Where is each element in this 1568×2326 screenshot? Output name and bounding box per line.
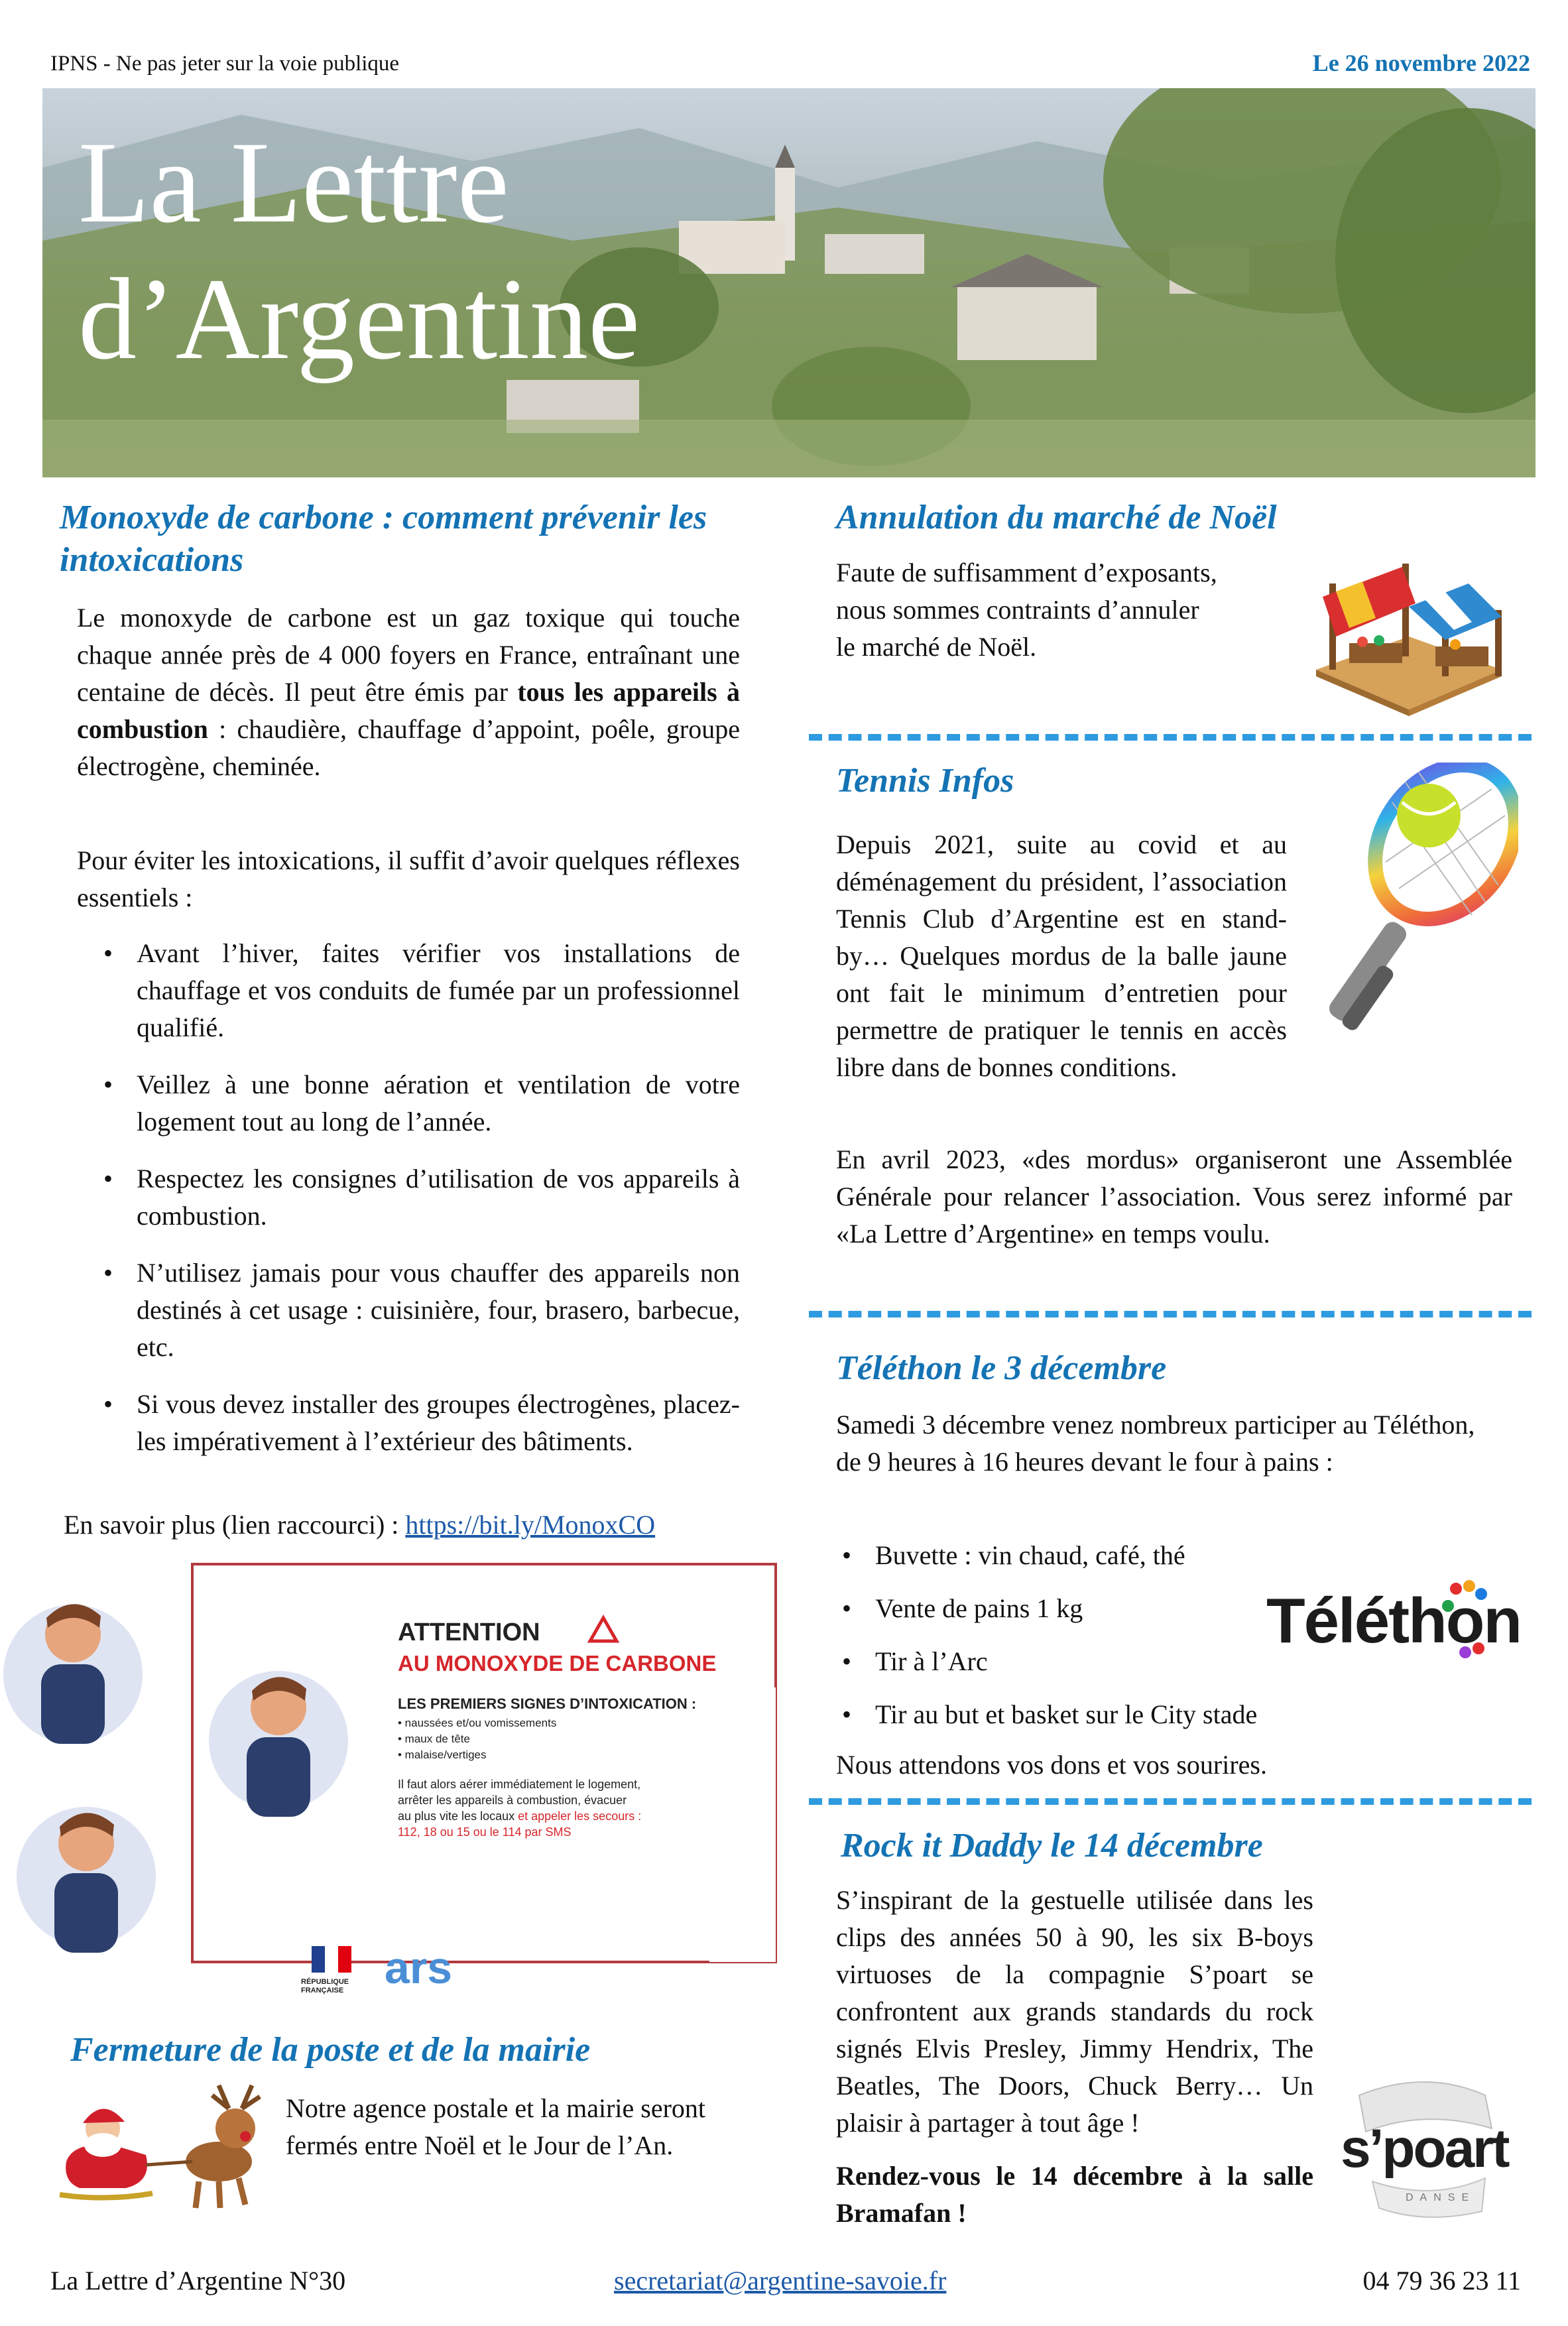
poster-advice-2: arrêter les appareils à combustion, évacuer [398, 1794, 627, 1807]
monoxyde-p1-end: : chaudière, chauffage d’appoint, poêle, groupe électrogène, cheminée. [77, 714, 740, 781]
poster-advice-1: Il faut alors aérer immédiatement le logement, [398, 1778, 641, 1791]
list-item: • Tir à l’Arc [815, 1643, 1280, 1680]
monoxyde-p1-start: Le monoxyde de carbone est un gaz toxique qui touche chaque année près de 4 000 foyers en France, entraînant une centaine de décès. Il peut être émis par [77, 603, 740, 707]
marche-line-3: le marché de Noël. [836, 632, 1037, 662]
marche-heading: Annulation du marché de Noël [836, 499, 1277, 536]
telethon-logo [1266, 1565, 1525, 1678]
rock-text: S’inspirant de la gestuelle utilisée dans les clips des années 50 à 90, les six B-boys virtuoses de la compagnie S’poart se confrontent aux grands standards du rock signés Elvis Presley, Jimmy Hendrix, The Beatles, The Doors, Chuck Berry… Un plaisir à partager à tout âge ! [836, 1885, 1313, 2138]
telethon-logo-text: Téléthon [1266, 1585, 1521, 1656]
tennis-heading: Tennis Infos [836, 762, 1014, 800]
list-item: • Si vous devez installer des groupes électrogènes, placez-les impérativement à l’extérieur des bâtiments. [77, 1386, 740, 1460]
rock-rendezvous [836, 2158, 1313, 2232]
poster-sign-1: • naussées et/ou vomissements [398, 1717, 557, 1729]
tennis-paragraph-2: En avril 2023, «des mordus» organiseront une Assemblée Générale pour relancer l’association. Vous serez informé par «La Lettre d’Argentine» en temps voulu. [836, 1144, 1512, 1249]
poster-advice-4: 112, 18 ou 15 ou le 114 par SMS [398, 1825, 572, 1839]
monoxyde-p1-bold: tous les appareils à combustion [77, 677, 740, 744]
tennis-p1-text: Depuis 2021, suite au covid et au déménagement du président, l’association Tennis Club d’Argentine est en stand-by… Quelques mordus de la balle jaune ont fait le minimum d’entretien pour permettre de pratiquer le tennis en accès libre dans de bonnes conditions. [836, 829, 1287, 1082]
list-item: • Buvette : vin chaud, café, thé [815, 1537, 1280, 1574]
poster-attention-title: ATTENTION [398, 1619, 540, 1646]
footer-email-link[interactable]: secretariat@argentine-savoie.fr [614, 2266, 947, 2295]
poste-heading: Fermeture de la poste et de la mairie [70, 2031, 591, 2069]
list-item: • Avant l’hiver, faites vérifier vos installations de chauffage et vos conduits de fumée par un professionnel qualifié. [77, 935, 740, 1046]
list-item: • N’utilisez jamais pour vous chauffer des appareils non destinés à cet usage : cuisinière, four, brasero, barbecue, etc. [77, 1255, 740, 1366]
rock-heading: Rock it Daddy le 14 décembre [841, 1827, 1263, 1865]
tennis-p1-narrow [1287, 826, 1512, 1049]
market-stall-illustration [1303, 544, 1515, 716]
list-item: • Respectez les consignes d’utilisation de vos appareils à combustion. [77, 1160, 740, 1235]
marche-line-2: nous sommes contraints d’annuler [836, 595, 1199, 625]
poster-subtitle: AU MONOXYDE DE CARBONE [398, 1651, 717, 1676]
footer-phone: 04 79 36 23 11 [1362, 2266, 1521, 2295]
ars-logo: ars [385, 1943, 453, 1993]
telethon-intro: Samedi 3 décembre venez nombreux participer au Téléthon, de 9 heures à 16 heures devant le four à pains : [836, 1410, 1475, 1477]
footer-issue: La Lettre d’Argentine N°30 [50, 2266, 346, 2295]
marche-line-1: Faute de suffisamment d’exposants, [836, 558, 1217, 587]
issue-date: Le 26 novembre 2022 [1312, 50, 1530, 76]
telethon-activity-list [815, 1537, 1280, 1749]
monoxyde-paragraph-1 [77, 599, 740, 785]
list-item: • Veillez à une bonne aération et ventilation de votre logement tout au long de l’année. [77, 1066, 740, 1140]
poster-advice-3-red: et appeler les secours : [518, 1809, 642, 1823]
poster-advice-3 [398, 1809, 641, 1823]
poster-advice-3-start: au plus vite les locaux [398, 1809, 518, 1823]
more-info-label: En savoir plus (lien raccourci) : [64, 1510, 406, 1540]
poste-text: Notre agence postale et la mairie seront fermés entre Noël et le Jour de l’An. [286, 2093, 706, 2160]
republique-francaise-logo: RÉPUBLIQUE FRANÇAISE [301, 1978, 349, 1994]
list-item: • Tir au but et basket sur le City stade [815, 1696, 1280, 1733]
santa-sleigh-illustration [53, 2082, 272, 2215]
poster-sign-2: • maux de tête [398, 1733, 470, 1745]
spoart-logo-sub: DANSE [1406, 2192, 1476, 2203]
telethon-heading: Téléthon le 3 décembre [836, 1349, 1167, 1387]
telethon-closing: Nous attendons vos dons et vos sourires. [836, 1750, 1267, 1780]
spoart-logo [1333, 2069, 1525, 2228]
title-line-1: La Lettre [78, 118, 509, 247]
poster-sign-3: • malaise/vertiges [398, 1748, 487, 1761]
monoxyde-heading: Monoxyde de carbone : comment prévenir les intoxications [60, 499, 707, 579]
marche-text [836, 554, 1217, 666]
section-divider-2 [809, 1311, 1532, 1317]
header-banner-photo [42, 88, 1536, 477]
spoart-logo-text: s’poart [1341, 2118, 1508, 2179]
poster-signs-title: LES PREMIERS SIGNES D’INTOXICATION : [398, 1695, 697, 1712]
monox-link[interactable]: https://bit.ly/MonoxCO [405, 1510, 656, 1540]
section-divider-3 [809, 1798, 1532, 1805]
monoxyde-bullet-list [77, 935, 740, 1480]
ipns-notice: IPNS - Ne pas jeter sur la voie publique [50, 52, 400, 76]
section-divider-1 [809, 734, 1532, 741]
title-line-2: d’Argentine [78, 255, 640, 384]
more-info-line [64, 1506, 655, 1544]
co-poster [0, 1555, 781, 2019]
rock-rendezvous-bold: Rendez-vous le 14 décembre à la salle Bramafan ! [836, 2161, 1313, 2228]
tennis-paragraph-1 [836, 826, 1512, 1086]
monoxyde-paragraph-2: Pour éviter les intoxications, il suffit d’avoir quelques réflexes essentiels : [77, 845, 740, 912]
list-item: • Vente de pains 1 kg [815, 1590, 1280, 1627]
newsletter-title [78, 115, 640, 388]
